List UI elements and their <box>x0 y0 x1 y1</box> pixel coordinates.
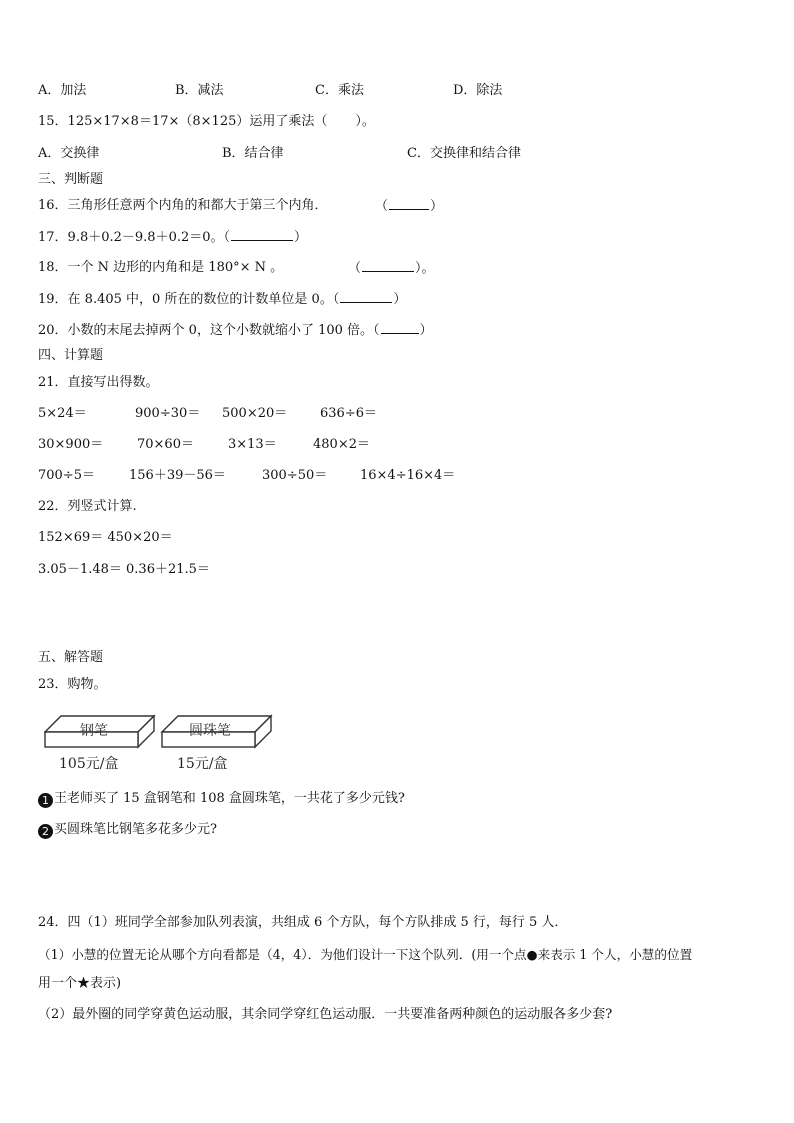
q22-line-2: 3.05－1.48＝ 0.36＋21.5＝ <box>38 562 210 577</box>
ballpen-box-label: 圆珠笔 <box>189 723 231 739</box>
section3-heading: 三、判断题 <box>38 172 104 187</box>
q17-close-paren: ） <box>294 230 308 245</box>
q21-item: 16×4÷16×4＝ <box>360 468 456 483</box>
q20 <box>38 321 433 340</box>
q15-option-b[interactable]: B．结合律 <box>222 146 284 161</box>
q20-close-paren: ） <box>419 323 433 338</box>
q17-text: 17．9.8＋0.2－9.8＋0.2＝0。（ <box>38 230 231 245</box>
q18 <box>38 259 435 277</box>
q23-sub-1 <box>38 790 405 808</box>
q15-option-c[interactable]: C．交换律和结合律 <box>407 146 521 161</box>
q21-item: 300÷50＝ <box>262 468 328 483</box>
q23-product-illustration <box>44 713 279 775</box>
q15-stem-text: 15．125×17×8＝17×（8×125）运用了乘法（ <box>38 114 328 129</box>
q22-line-1: 152×69＝ 450×20＝ <box>38 530 173 545</box>
q21-item: 480×2＝ <box>313 437 370 452</box>
q24-part-2: （2）最外圈的同学穿黄色运动服，其余同学穿红色运动服．一共要准备两种颜色的运动服各多少套? <box>38 1007 613 1022</box>
q24-title: 24．四（1）班同学全部参加队列表演，共组成 6 个方队，每个方队排成 5 行，每行 5 人． <box>38 915 568 930</box>
q16-answer[interactable] <box>375 197 443 216</box>
q15-stem <box>38 113 375 131</box>
q16-text: 16．三角形任意两个内角的和都大于第三个内角． <box>38 198 328 213</box>
q23-title: 23．购物。 <box>38 677 107 692</box>
q17 <box>38 228 307 247</box>
q24-part-1-line-1: （1）小慧的位置无论从哪个方向看都是（4，4）．为他们设计一下这个队列．(用一个点●来表示 1 个人，小慧的位置 <box>38 947 693 962</box>
pen-box-label: 钢笔 <box>80 723 108 739</box>
q23-sub-1-text: 王老师买了 15 盒钢笔和 108 盒圆珠笔，一共花了多少元钱? <box>54 791 405 806</box>
section4-heading: 四、计算题 <box>38 348 104 363</box>
q18-text: 18．一个 N 边形的内角和是 180°× N 。 <box>38 260 284 275</box>
q19-close-paren: ） <box>393 292 407 307</box>
q23-sub-2 <box>38 821 217 839</box>
q14-option-b[interactable]: B．减法 <box>175 83 224 98</box>
circled-number-icon: 2 <box>38 824 53 839</box>
q21-item: 900÷30＝ <box>135 406 201 421</box>
q21-item: 5×24＝ <box>38 406 87 421</box>
pen-price: 105元/盒 <box>59 756 119 772</box>
q14-option-a[interactable]: A．加法 <box>38 83 87 98</box>
section5-heading: 五、解答题 <box>38 650 104 665</box>
q22-title: 22．列竖式计算. <box>38 499 137 514</box>
q21-item: 70×60＝ <box>137 437 194 452</box>
q15-option-a[interactable]: A．交换律 <box>38 146 100 161</box>
q20-text: 20．小数的末尾去掉两个 0，这个小数就缩小了 100 倍。（ <box>38 323 380 338</box>
q19 <box>38 290 406 309</box>
q20-blank[interactable] <box>381 321 419 334</box>
q21-title: 21．直接写出得数。 <box>38 375 159 390</box>
ballpen-price: 15元/盒 <box>177 756 228 772</box>
q19-blank[interactable] <box>340 290 392 303</box>
q16-open-paren: （ <box>375 199 389 214</box>
q18-answer[interactable] <box>348 259 435 278</box>
q17-blank[interactable] <box>231 228 293 241</box>
q15-stem-close: ）。 <box>355 114 375 129</box>
q14-option-c[interactable]: C．乘法 <box>315 83 364 98</box>
q16 <box>38 197 444 215</box>
q24-part-1-line-2: 用一个★表示) <box>38 976 122 991</box>
q21-item: 700÷5＝ <box>38 468 95 483</box>
q18-blank[interactable] <box>362 259 414 272</box>
q16-blank[interactable] <box>389 197 429 210</box>
q14-option-d[interactable]: D．除法 <box>453 83 503 98</box>
q18-close-paren: ）。 <box>415 261 435 276</box>
q21-item: 30×900＝ <box>38 437 104 452</box>
q16-close-paren: ） <box>430 199 444 214</box>
q18-open-paren: （ <box>348 261 362 276</box>
q21-item: 500×20＝ <box>222 406 288 421</box>
q21-item: 636÷6＝ <box>320 406 377 421</box>
q21-item: 3×13＝ <box>228 437 277 452</box>
q21-item: 156＋39－56＝ <box>129 468 226 483</box>
q23-sub-2-text: 买圆珠笔比钢笔多花多少元? <box>54 822 217 837</box>
q19-text: 19．在 8.405 中，0 所在的数位的计数单位是 0。（ <box>38 292 340 307</box>
circled-number-icon: 1 <box>38 793 53 808</box>
